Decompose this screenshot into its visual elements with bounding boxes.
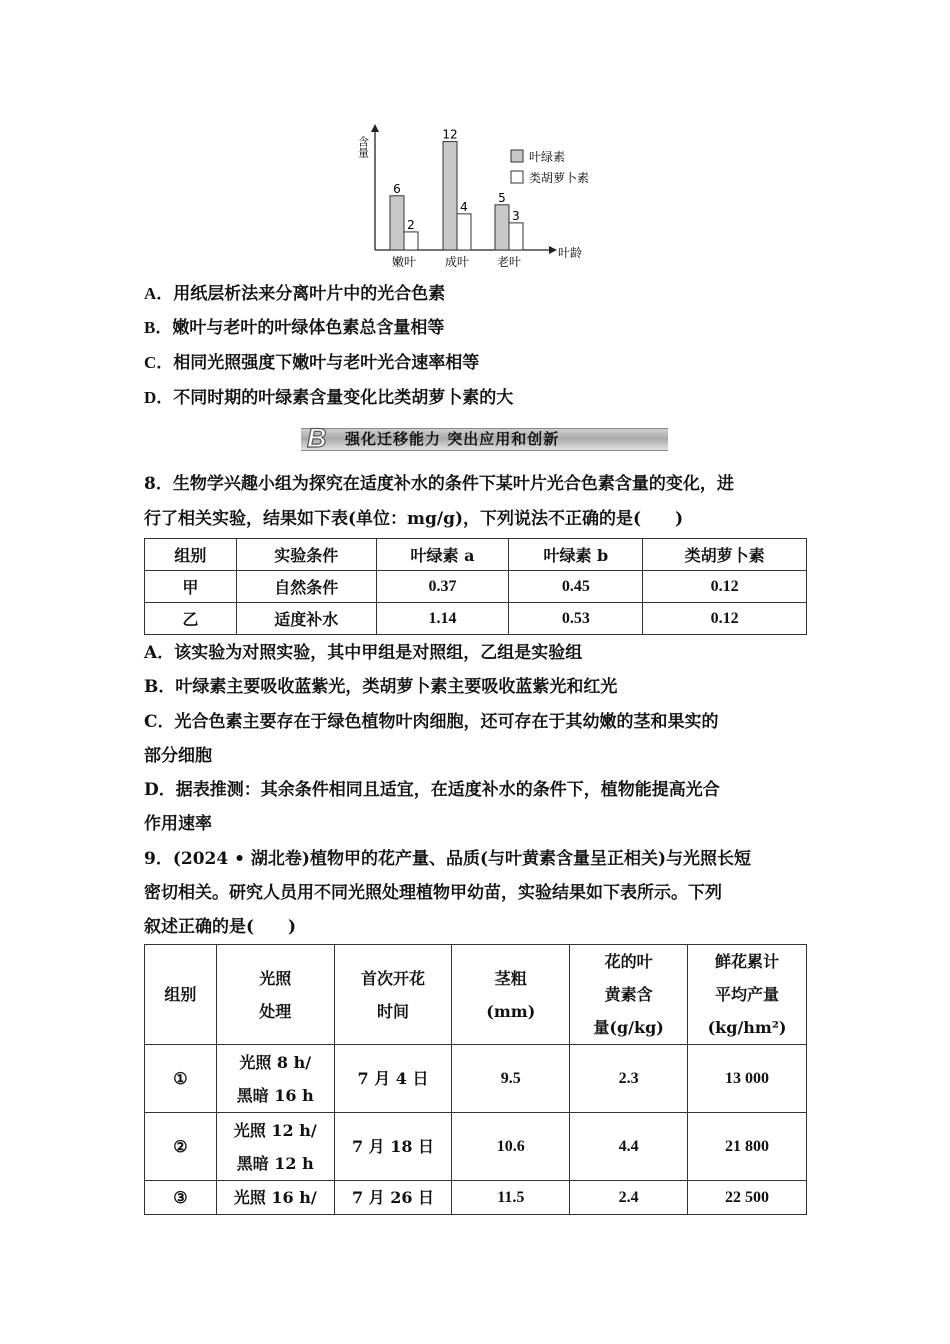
table-row <box>145 571 807 603</box>
header-cell: 花的叶 黄素含 量(g/kg) <box>570 945 688 1045</box>
bar-chlorophyll-1 <box>443 142 457 250</box>
x-tick-label: 嫩叶 <box>391 255 417 269</box>
table-cell: 22 500 <box>688 1181 807 1215</box>
table-cell: 4.4 <box>570 1113 688 1181</box>
header-cell: 首次开花 时间 <box>334 945 452 1045</box>
data-label: 2 <box>407 217 415 232</box>
q8-option-c-line1: C．光合色素主要存在于绿色植物叶肉细胞，还可存在于其幼嫩的茎和果实的 <box>144 712 719 732</box>
q8-option-d-line1: D．据表推测：其余条件相同且适宜，在适度补水的条件下，植物能提高光合 <box>144 780 720 800</box>
table-cell: 7 月 18 日 <box>334 1113 452 1181</box>
q9-stem-line1: 9．(2024 • 湖北卷)植物甲的花产量、品质(与叶黄素含量呈正相关)与光照长短 <box>144 849 752 869</box>
banner-letter: B <box>307 423 327 453</box>
q8-option-c-line2: 部分细胞 <box>144 746 212 766</box>
table-cell: 2.4 <box>570 1181 688 1215</box>
banner-title: 强化迁移能力 突出应用和创新 <box>345 430 560 448</box>
q7-option-b: B．嫩叶与老叶的叶绿体色素总含量相等 <box>144 318 445 338</box>
header-cell: 叶绿素 a <box>376 539 509 571</box>
q9-stem-line3: 叙述正确的是( ) <box>144 917 297 937</box>
bar-carotenoid-2 <box>509 223 523 250</box>
table-cell: 光照 12 h/ 黑暗 12 h <box>216 1113 334 1181</box>
data-label: 12 <box>442 127 458 142</box>
table-cell: 光照 16 h/ <box>216 1181 334 1215</box>
table-cell: 13 000 <box>688 1045 807 1113</box>
legend-swatch-carotenoid <box>511 171 523 183</box>
section-banner <box>283 424 668 452</box>
table-cell: ② <box>145 1113 217 1181</box>
header-cell: 叶绿素 b <box>509 539 643 571</box>
table-row <box>145 1113 807 1181</box>
table-cell: 0.12 <box>643 571 807 603</box>
table-row <box>145 1045 807 1113</box>
table-cell: 自然条件 <box>236 571 376 603</box>
table-row <box>145 1181 807 1215</box>
table-cell: 0.37 <box>376 571 509 603</box>
q8-option-d-line2: 作用速率 <box>144 814 212 834</box>
table-cell: 适度补水 <box>236 603 376 635</box>
header-cell: 类胡萝卜素 <box>643 539 807 571</box>
table-cell: 甲 <box>145 571 237 603</box>
x-axis-arrow <box>549 246 557 254</box>
legend-label-carotenoid: 类胡萝卜素 <box>529 171 590 185</box>
table-cell: 9.5 <box>452 1045 570 1113</box>
q8-table <box>144 538 807 635</box>
header-cell: 茎粗 (mm) <box>452 945 570 1045</box>
table-cell: 0.53 <box>509 603 643 635</box>
table-cell: 11.5 <box>452 1181 570 1215</box>
x-tick-label: 成叶 <box>444 255 470 269</box>
q7-option-c: C．相同光照强度下嫩叶与老叶光合速率相等 <box>144 353 480 373</box>
table-cell: 1.14 <box>376 603 509 635</box>
bar-carotenoid-1 <box>457 214 471 250</box>
x-tick-label: 老叶 <box>496 255 522 269</box>
q8-option-a: A．该实验为对照实验，其中甲组是对照组，乙组是实验组 <box>144 643 583 663</box>
q9-table <box>144 944 807 1215</box>
table-cell: 0.45 <box>509 571 643 603</box>
pigment-bar-chart <box>345 120 615 270</box>
legend-label-chlorophyll: 叶绿素 <box>529 150 566 164</box>
data-label: 6 <box>393 181 401 196</box>
table-cell: 光照 8 h/ 黑暗 16 h <box>216 1045 334 1113</box>
q8-stem-line1: 8．生物学兴趣小组为探究在适度补水的条件下某叶片光合色素含量的变化，进 <box>144 474 734 494</box>
q7-option-a: A．用纸层析法来分离叶片中的光合色素 <box>144 284 446 304</box>
table-cell: 21 800 <box>688 1113 807 1181</box>
table-cell: 7 月 26 日 <box>334 1181 452 1215</box>
q9-stem-line2: 密切相关。研究人员用不同光照处理植物甲幼苗，实验结果如下表所示。下列 <box>144 883 722 903</box>
table-cell: ③ <box>145 1181 217 1215</box>
x-axis-label: 叶龄 <box>558 246 583 260</box>
q8-option-b: B．叶绿素主要吸收蓝紫光，类胡萝卜素主要吸收蓝紫光和红光 <box>144 677 618 697</box>
table-header-row <box>145 945 807 1045</box>
header-cell: 光照 处理 <box>216 945 334 1045</box>
table-header-row <box>145 539 807 571</box>
y-axis-label: 含量 <box>356 136 370 158</box>
table-cell: 乙 <box>145 603 237 635</box>
q8-stem-line2: 行了相关实验，结果如下表(单位：mg/g)，下列说法不正确的是( ) <box>144 509 684 529</box>
table-cell: 10.6 <box>452 1113 570 1181</box>
legend-swatch-chlorophyll <box>511 150 523 162</box>
table-cell: 2.3 <box>570 1045 688 1113</box>
table-cell: 7 月 4 日 <box>334 1045 452 1113</box>
table-row <box>145 603 807 635</box>
bar-chlorophyll-2 <box>495 205 509 250</box>
data-label: 5 <box>498 190 506 205</box>
header-cell: 组别 <box>145 539 237 571</box>
table-cell: 0.12 <box>643 603 807 635</box>
q7-option-d: D．不同时期的叶绿素含量变化比类胡萝卜素的大 <box>144 388 514 408</box>
header-cell: 实验条件 <box>236 539 376 571</box>
header-cell: 鲜花累计 平均产量 (kg/hm²) <box>688 945 807 1045</box>
table-cell: ① <box>145 1045 217 1113</box>
y-axis-arrow <box>371 124 379 132</box>
data-label: 3 <box>512 208 520 223</box>
bar-chlorophyll-0 <box>390 196 404 250</box>
bar-carotenoid-0 <box>404 232 418 250</box>
header-cell: 组别 <box>145 945 217 1045</box>
data-label: 4 <box>460 199 468 214</box>
